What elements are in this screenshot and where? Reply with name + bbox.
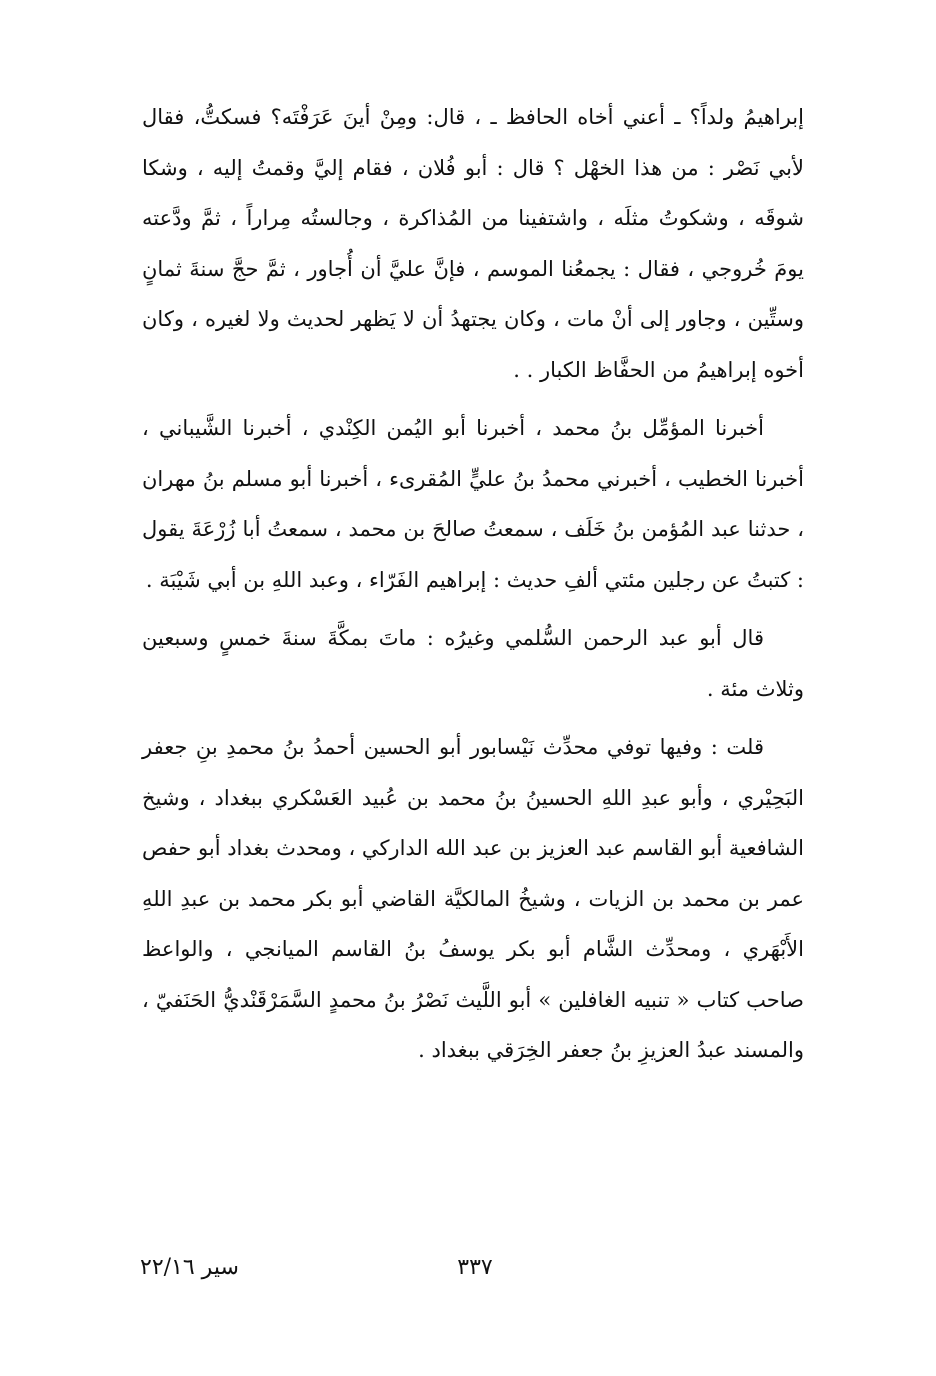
paragraph-continuation: إبراهيمُ ولداً؟ ـ أعني أخاه الحافظ ـ ، قال: ومِنْ أينَ عَرَفْتَه؟ فسكتُّ، فقال لأبي نَصْر : من هذا الخهْل ؟ قال : أبو فُلان ، فقام إليَّ وقمتُ إليه ، وشكا شوقَه ، وشكوتُ مثلَه ، واشتفينا من المُذاكرة ، وجالستُه مِراراً ، ثمَّ ودَّعته يومَ خُروجي ، فقال : يجمعُنا الموسم ، فإنَّ عليَّ أن أُجاور ، ثمَّ حجَّ سنةَ ثمانٍ وستِّين ، وجاور إلى أنْ مات ، وكان يجتهدُ أن لا يَظهر لحديث ولا لغيره ، وكان أخوه إبراهيمُ من الحفَّاظ الكبار . . [142,105,804,382]
page-footer [0,1255,936,1295]
page-number: ٣٣٧ [457,1255,493,1280]
paragraph-death-date: قال أبو عبد الرحمن السُّلمي وغيرُه : ماتَ بمكَّةَ سنةَ خمسٍ وسبعين وثلاث مئة . [142,626,804,701]
page-body [142,92,804,1076]
printer-signature: سير ٢٢/١٦ [140,1255,239,1280]
paragraph-isnad: أخبرنا المؤمِّل بنُ محمد ، أخبرنا أبو اليُمن الكِنْدي ، أخبرنا الشَّيباني ، أخبرنا الخطيب ، أخبرني محمدُ بنُ عليٍّ المُقرىء ، أخبرنا أبو مسلم بنُ مهران ، حدثنا عبد المُؤمن بنُ خَلَف ، سمعتُ صالحَ بن محمد ، سمعتُ أبا زُرْعَةَ يقول : كتبتُ عن رجلين مئتي ألفِ حديث : إبراهيم الفَرّاء ، وعبد اللهِ بن أبي شَيْبَة . [142,416,804,592]
paragraph-obituaries: قلت : وفيها توفي محدِّث نَيْسابور أبو الحسين أحمدُ بنُ محمدِ بنِ جعفر البَحِيْري ، وأبو عبدِ اللهِ الحسينُ بنُ محمد بن عُبيد العَسْكري ببغداد ، وشيخ الشافعية أبو القاسم عبد العزيز بن عبد الله الداركي ، ومحدث بغداد أبو حفص عمر بن محمد بن الزيات ، وشيخُ المالكيَّة القاضي أبو بكر محمد بن عبدِ اللهِ الأَبْهَري ، ومحدِّث الشَّام أبو بكر يوسفُ بنُ القاسم الميانجي ، والواعظ صاحب كتاب « تنبيه الغافلين » أبو اللَّيث نَصْرُ بنُ محمدٍ السَّمَرْقَنْديُّ الحَنَفيّ ، والمسند عبدُ العزيزِ بنُ جعفر الخِرَقي ببغداد . [142,735,804,1062]
